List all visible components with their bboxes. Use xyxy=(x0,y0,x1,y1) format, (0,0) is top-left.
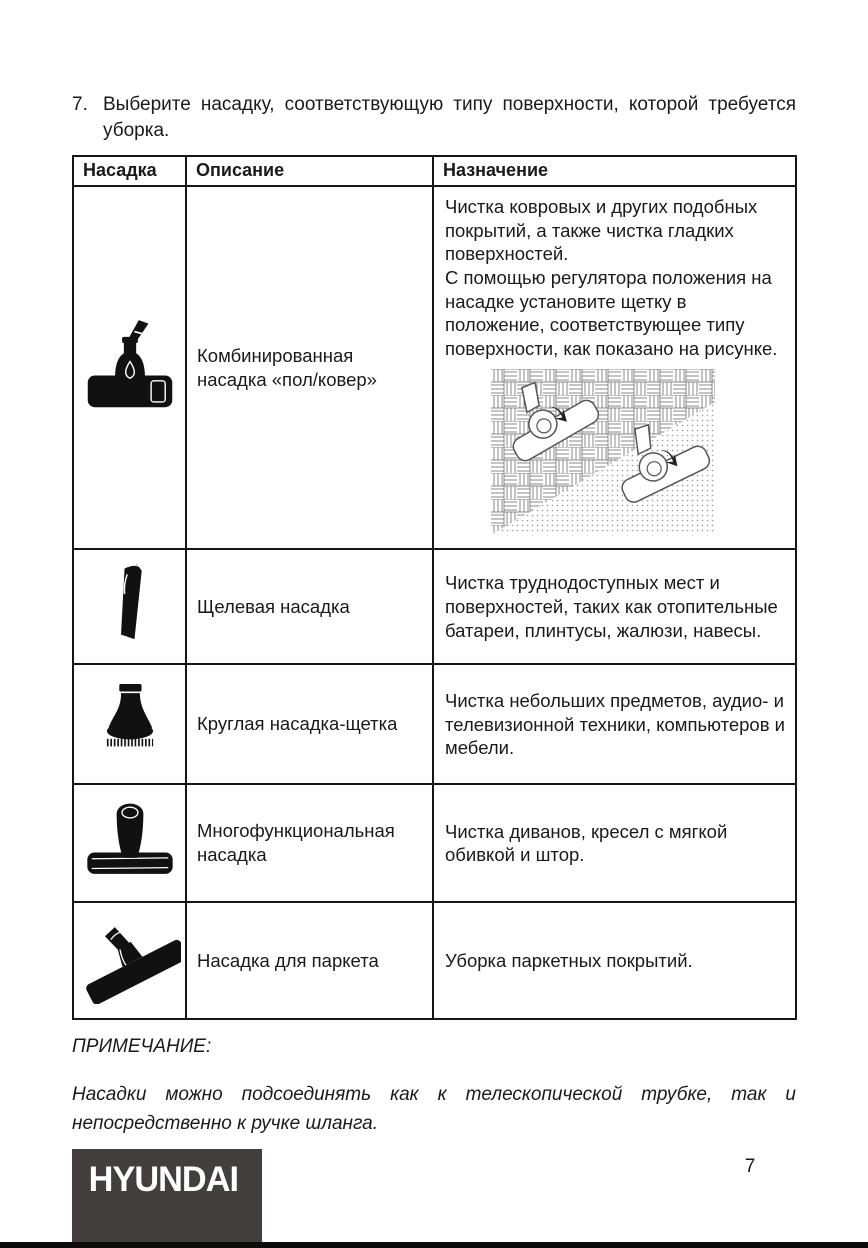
nozzle-image-cell xyxy=(73,664,186,784)
header-nozzle: Насадка xyxy=(73,156,186,186)
header-description: Описание xyxy=(186,156,433,186)
note-body: Насадки можно подсоединять как к телескопической трубке, так и непосредственно к ручке шланга. xyxy=(72,1084,796,1135)
table-row xyxy=(73,186,796,549)
hyundai-logo: HYUNDAI xyxy=(88,1160,239,1199)
nozzle-description: Круглая насадка-щетка xyxy=(186,664,433,784)
note-title: ПРИМЕЧАНИЕ: xyxy=(72,1036,212,1057)
purpose-paragraph: Чистка диванов, кресел с мягкой обивкой и штор. xyxy=(445,820,728,866)
nozzle-purpose-cell xyxy=(433,784,796,902)
page-number: 7 xyxy=(744,1156,756,1177)
purpose-paragraph: Чистка труднодоступных мест и поверхностей, таких как отопительные батареи, плинтусы, жалюзи, навесы. xyxy=(445,572,778,641)
combo-floor-carpet-nozzle-icon xyxy=(86,394,174,415)
intro-text: Выберите насадку, соответствующую типу поверхности, которой требуется уборка. xyxy=(103,94,796,141)
table-row xyxy=(73,784,796,902)
nozzle-image-cell xyxy=(73,784,186,902)
nozzle-image-cell xyxy=(73,902,186,1019)
brand-logo-block xyxy=(72,1149,262,1243)
note-section xyxy=(72,1036,796,1139)
header-purpose: Назначение xyxy=(433,156,796,186)
parquet-nozzle-icon xyxy=(79,987,181,1008)
purpose-paragraph: Уборка паркетных покрытий. xyxy=(445,950,693,972)
list-item-number: 7. xyxy=(72,94,88,115)
round-brush-nozzle-icon xyxy=(97,744,163,765)
purpose-paragraph: Чистка небольших предметов, аудио- и телевизионной техники, компьютеров и мебели. xyxy=(445,689,786,759)
nozzle-purpose-cell xyxy=(433,664,796,784)
table-row xyxy=(73,664,796,784)
nozzle-description: Многофункциональная насадка xyxy=(186,784,433,902)
intro-paragraph xyxy=(72,92,796,143)
purpose-paragraph: С помощью регулятора положения на насадке установите щетку в положение, соответствующее типу поверхности, как показано на рисунке. xyxy=(445,267,778,360)
table-row xyxy=(73,549,796,664)
nozzle-table xyxy=(72,155,797,1020)
nozzle-description: Щелевая насадка xyxy=(186,549,433,664)
floor-and-carpet-brush-positions-illustration xyxy=(491,369,787,541)
crevice-nozzle-icon xyxy=(112,628,148,649)
page-bottom-rule xyxy=(0,1242,868,1248)
nozzle-purpose-cell xyxy=(433,186,796,549)
nozzle-description: Комбинированная насадка «пол/ковер» xyxy=(186,186,433,549)
nozzle-purpose-cell xyxy=(433,902,796,1019)
nozzle-image-cell xyxy=(73,186,186,549)
table-header-row xyxy=(73,156,796,186)
table-row xyxy=(73,902,796,1019)
nozzle-description: Насадка для паркета xyxy=(186,902,433,1019)
purpose-paragraph: Чистка ковровых и других подобных покрытий, а также чистка гладких поверхностей. xyxy=(445,196,758,265)
nozzle-purpose-cell xyxy=(433,549,796,664)
nozzle-image-cell xyxy=(73,549,186,664)
multifunction-nozzle-icon xyxy=(85,864,175,885)
